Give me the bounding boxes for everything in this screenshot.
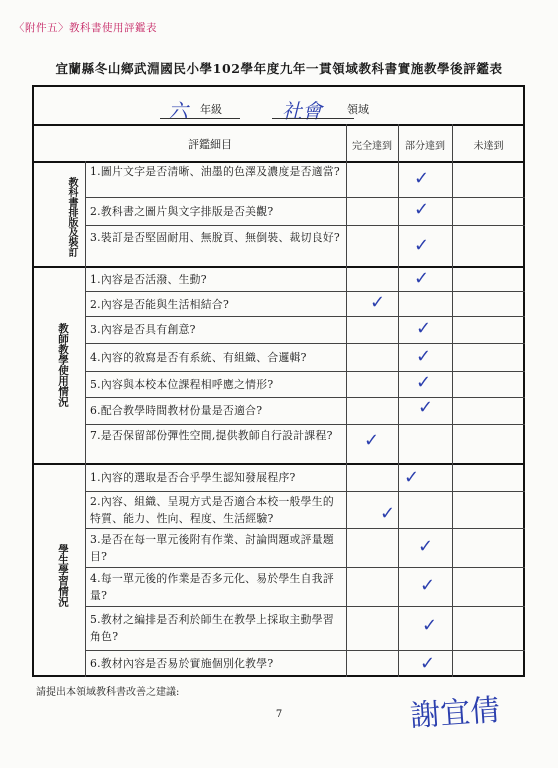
item-teacher-3: 3.內容是否具有創意? xyxy=(90,323,196,336)
check-mark: ✓ xyxy=(380,503,396,524)
item-layout-1: 1.圖片文字是否清晰、油墨的色澤及濃度是否適當? xyxy=(90,165,341,178)
category-student-learning: 學生學習情況 xyxy=(57,543,69,607)
item-teacher-2: 2.內容是否能與生活相結合? xyxy=(90,298,230,311)
category-layout-binding: 教科書排版及裝訂 xyxy=(66,177,77,257)
item-teacher-7: 7.是否保留部份彈性空間,提供教師自行設計課程? xyxy=(90,429,333,442)
item-teacher-6: 6.配合教學時間教材份量是否適合? xyxy=(90,404,263,417)
check-mark: ✓ xyxy=(404,467,420,488)
check-mark: ✓ xyxy=(418,536,434,557)
grade-label: 年級 xyxy=(200,103,222,116)
item-teacher-4: 4.內容的敘寫是否有系統、有組織、合邏輯? xyxy=(90,351,307,364)
item-layout-2: 2.教科書之圖片與文字排版是否美觀? xyxy=(90,205,274,218)
col-partial-header: 部分達到 xyxy=(405,141,445,152)
domain-label: 領域 xyxy=(347,103,369,116)
check-mark: ✓ xyxy=(416,318,432,339)
col-none-header: 未達到 xyxy=(473,141,504,152)
suggestion-prompt: 請提出本領域教科書改善之建議: xyxy=(36,687,180,698)
domain-value: 社會 xyxy=(282,99,322,123)
item-student-5: 5.教材之編排是否利於師生在教學上採取主動學習角色? xyxy=(90,613,334,643)
item-teacher-1: 1.內容是否活潑、生動? xyxy=(90,273,207,286)
item-student-2: 2.內容、組織、呈現方式是否適合本校一般學生的特質、能力、性向、程度、生活經驗? xyxy=(90,495,334,525)
check-mark: ✓ xyxy=(370,292,386,313)
check-mark: ✓ xyxy=(418,397,434,418)
details-header: 評鑑細目 xyxy=(188,138,232,151)
item-student-1: 1.內容的選取是否合乎學生認知發展程序? xyxy=(90,471,296,484)
check-mark: ✓ xyxy=(416,346,432,367)
check-mark: ✓ xyxy=(420,575,436,596)
category-teacher-usage: 教師教學使用情況 xyxy=(57,323,69,407)
page-number: 7 xyxy=(275,709,283,720)
check-mark: ✓ xyxy=(364,430,380,451)
grade-value: 六 xyxy=(168,99,188,123)
item-student-3: 3.是否在每一單元後附有作業、討論問題或評量題目? xyxy=(90,533,334,563)
col-full-header: 完全達到 xyxy=(352,141,392,152)
check-mark: ✓ xyxy=(416,372,432,393)
check-mark: ✓ xyxy=(414,268,430,289)
check-mark: ✓ xyxy=(414,168,430,189)
check-mark: ✓ xyxy=(414,235,430,256)
check-mark: ✓ xyxy=(420,653,436,674)
check-mark: ✓ xyxy=(422,615,438,636)
item-student-4: 4.每一單元後的作業是否多元化、易於學生自我評量? xyxy=(90,572,334,602)
handwritten-signature: 謝宜倩 xyxy=(409,692,502,735)
item-teacher-5: 5.內容與本校本位課程相呼應之情形? xyxy=(90,378,274,391)
item-layout-3: 3.裝訂是否堅固耐用、無脫頁、無倒裝、裁切良好? xyxy=(90,231,341,244)
item-student-6: 6.教材內容是否易於實施個別化教學? xyxy=(90,657,274,670)
check-mark: ✓ xyxy=(414,199,430,220)
attachment-tag: 〈附件五〉教科書使用評鑑表 xyxy=(14,22,157,34)
document-title: 宜蘭縣冬山鄉武淵國民小學102學年度九年一貫領域教科書實施教學後評鑑表 xyxy=(55,61,503,76)
